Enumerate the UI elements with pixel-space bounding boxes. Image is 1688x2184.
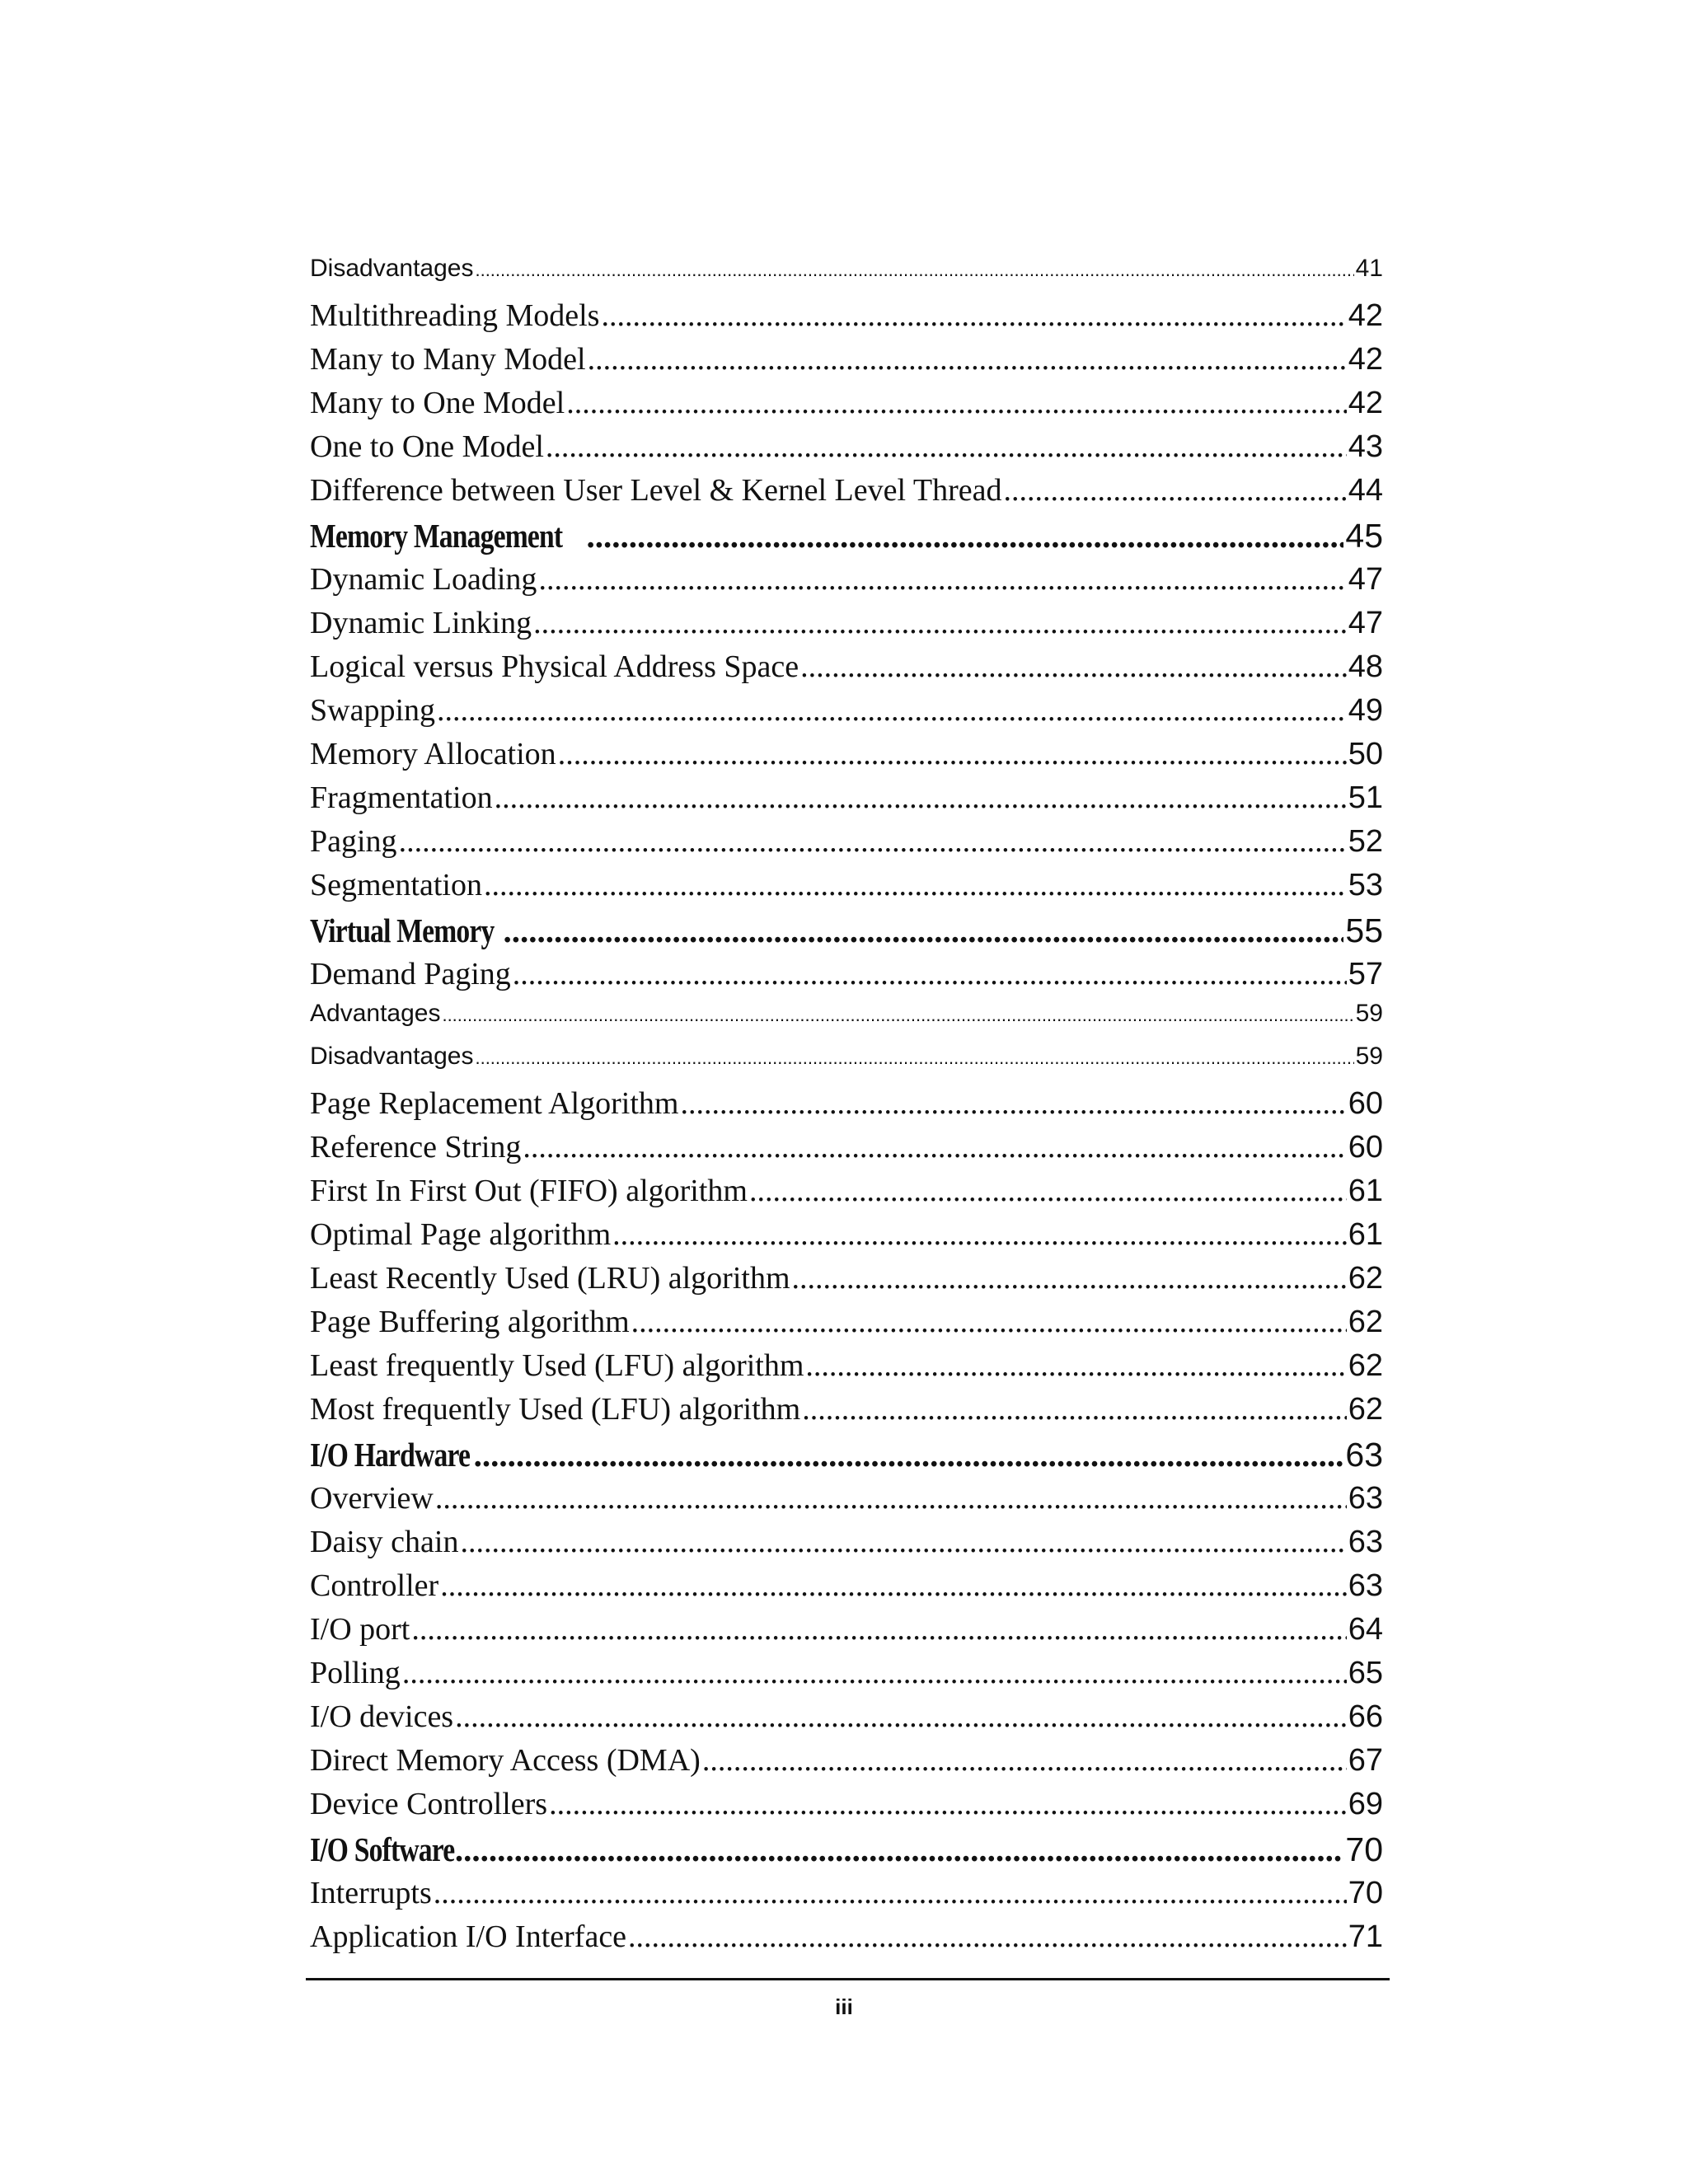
toc-entry[interactable] [310, 341, 1383, 385]
dot-leader [601, 298, 1346, 334]
page-number: iii [835, 1994, 853, 2019]
toc-entry-title: Optimal Page algorithm [310, 1217, 612, 1252]
toc-entry[interactable] [310, 1480, 1383, 1524]
toc-entry-title: Overview [310, 1481, 434, 1516]
toc-entry-page-number: 65 [1348, 1656, 1383, 1690]
table-of-contents [310, 255, 1383, 1962]
toc-entry[interactable] [310, 429, 1383, 472]
toc-entry-page-number: 61 [1348, 1174, 1383, 1208]
toc-entry-page-number: 49 [1348, 693, 1383, 728]
dot-leader [549, 1786, 1347, 1822]
dot-leader [437, 692, 1347, 729]
toc-entry-title: Least Recently Used (LRU) algorithm [310, 1261, 790, 1296]
toc-entry-title: Direct Memory Access (DMA) [310, 1743, 701, 1778]
dot-leader [628, 1919, 1347, 1955]
toc-entry-page-number: 48 [1348, 649, 1383, 684]
toc-entry-page-number: 57 [1348, 957, 1383, 991]
dot-leader [523, 1129, 1346, 1165]
toc-entry[interactable] [310, 1173, 1383, 1216]
toc-entry-title: Segmentation [310, 868, 482, 902]
toc-entry-title: Dynamic Loading [310, 562, 537, 597]
toc-entry[interactable] [310, 956, 1383, 1000]
toc-entry-title: Interrupts [310, 1876, 432, 1910]
toc-entry-page-number: 59 [1355, 1043, 1383, 1070]
dot-leader [442, 1005, 1353, 1026]
toc-entry[interactable] [310, 1260, 1383, 1304]
toc-entry[interactable] [310, 649, 1383, 692]
toc-entry[interactable] [310, 1347, 1383, 1391]
toc-entry-title: Disadvantages [310, 255, 474, 282]
toc-entry-page-number: 60 [1348, 1086, 1383, 1121]
dot-leader [566, 385, 1346, 421]
toc-entry-title: Device Controllers [310, 1787, 548, 1821]
dot-leader [411, 1611, 1346, 1647]
toc-entry[interactable] [310, 823, 1383, 867]
footer-divider [306, 1978, 1390, 1980]
dot-leader [435, 1480, 1347, 1516]
toc-entry-page-number: 70 [1348, 1876, 1383, 1910]
toc-entry[interactable] [310, 1875, 1383, 1919]
toc-entry-title: I/O devices [310, 1699, 454, 1734]
toc-entry-title: Memory Management [310, 517, 563, 555]
dot-leader [513, 956, 1347, 992]
toc-entry-page-number: 64 [1348, 1612, 1383, 1647]
toc-entry-title: Page Replacement Algorithm [310, 1086, 679, 1121]
toc-entry-title: I/O port [310, 1612, 410, 1647]
toc-entry-title: Swapping [310, 693, 435, 728]
toc-entry-title: Memory Allocation [310, 737, 556, 771]
toc-entry-title: Least frequently Used (LFU) algorithm [310, 1348, 804, 1383]
toc-entry-page-number: 69 [1348, 1787, 1383, 1821]
dot-leader [612, 1216, 1347, 1253]
toc-entry[interactable] [310, 605, 1383, 649]
dot-leader [474, 1435, 1344, 1474]
toc-entry[interactable] [310, 736, 1383, 780]
toc-entry[interactable] [310, 561, 1383, 605]
dot-leader [802, 1391, 1346, 1427]
toc-entry-page-number: 63 [1348, 1481, 1383, 1516]
dot-leader [587, 516, 1344, 555]
dot-leader [805, 1347, 1346, 1384]
toc-entry-title: I/O Hardware [310, 1436, 471, 1474]
toc-entry-page-number: 45 [1345, 517, 1383, 555]
toc-entry-page-number: 66 [1348, 1699, 1383, 1734]
dot-leader [484, 867, 1347, 903]
toc-entry[interactable] [310, 1786, 1383, 1830]
toc-entry-page-number: 42 [1348, 298, 1383, 333]
dot-leader [434, 1875, 1347, 1911]
toc-entry-page-number: 42 [1348, 386, 1383, 420]
toc-entry[interactable] [310, 780, 1383, 823]
toc-entry-page-number: 71 [1348, 1919, 1383, 1954]
toc-entry[interactable] [310, 1655, 1383, 1699]
toc-entry[interactable] [310, 516, 1383, 561]
dot-leader [495, 780, 1347, 816]
dot-leader [588, 341, 1347, 377]
toc-entry[interactable] [310, 1830, 1383, 1875]
toc-entry[interactable] [310, 1391, 1383, 1435]
toc-entry-page-number: 53 [1348, 868, 1383, 902]
toc-entry[interactable] [310, 1699, 1383, 1742]
toc-entry-page-number: 62 [1348, 1392, 1383, 1427]
toc-entry[interactable] [310, 1919, 1383, 1962]
toc-entry-page-number: 67 [1348, 1743, 1383, 1778]
dot-leader [504, 911, 1344, 950]
dot-leader [475, 1047, 1353, 1069]
dot-leader [680, 1085, 1346, 1122]
toc-entry[interactable] [310, 385, 1383, 429]
toc-entry-page-number: 47 [1348, 606, 1383, 640]
toc-entry-page-number: 60 [1348, 1130, 1383, 1165]
dot-leader [455, 1699, 1347, 1735]
toc-entry[interactable] [310, 1524, 1383, 1568]
dot-leader [455, 1830, 1344, 1869]
toc-entry-title: Daisy chain [310, 1525, 459, 1559]
toc-entry-title: Dynamic Linking [310, 606, 532, 640]
toc-entry-title: Controller [310, 1568, 439, 1603]
toc-entry-title: Demand Paging [310, 957, 511, 991]
toc-entry-title: Virtual Memory [310, 912, 495, 949]
toc-entry[interactable] [310, 1129, 1383, 1173]
toc-entry-page-number: 52 [1348, 824, 1383, 859]
dot-leader [475, 260, 1353, 281]
toc-entry-page-number: 42 [1348, 342, 1383, 377]
toc-entry-title: Application I/O Interface [310, 1919, 627, 1954]
toc-entry-page-number: 59 [1355, 1000, 1383, 1027]
toc-entry[interactable] [310, 1568, 1383, 1611]
dot-leader [631, 1304, 1347, 1340]
toc-entry[interactable] [310, 1742, 1383, 1786]
toc-entry-page-number: 44 [1348, 473, 1383, 508]
dot-leader [1003, 472, 1346, 509]
toc-entry[interactable] [310, 472, 1383, 516]
toc-entry-page-number: 50 [1348, 737, 1383, 771]
dot-leader [533, 605, 1347, 641]
dot-leader [546, 429, 1347, 465]
toc-entry-title: Polling [310, 1656, 401, 1690]
toc-entry-title: I/O Software [310, 1830, 455, 1868]
dot-leader [558, 736, 1347, 772]
toc-entry-title: Difference between User Level & Kernel Level Thread [310, 473, 1002, 508]
toc-entry-page-number: 47 [1348, 562, 1383, 597]
dot-leader [460, 1524, 1346, 1560]
toc-entry[interactable] [310, 1611, 1383, 1655]
toc-entry[interactable] [310, 911, 1383, 956]
toc-entry-page-number: 70 [1345, 1830, 1383, 1868]
dot-leader [749, 1173, 1347, 1209]
toc-entry-title: Most frequently Used (LFU) algorithm [310, 1392, 801, 1427]
toc-entry[interactable] [310, 867, 1383, 911]
toc-entry-page-number: 43 [1348, 429, 1383, 464]
toc-entry-page-number: 63 [1348, 1568, 1383, 1603]
toc-entry[interactable] [310, 1435, 1383, 1480]
toc-entry-page-number: 41 [1355, 255, 1383, 282]
toc-entry[interactable] [310, 255, 1383, 298]
toc-entry[interactable] [310, 1000, 1383, 1043]
toc-entry-title: Reference String [310, 1130, 522, 1165]
dot-leader [800, 649, 1347, 685]
toc-entry-title: First In First Out (FIFO) algorithm [310, 1174, 748, 1208]
toc-entry-title: Page Buffering algorithm [310, 1305, 630, 1339]
toc-entry-title: One to One Model [310, 429, 544, 464]
toc-entry-page-number: 62 [1348, 1305, 1383, 1339]
toc-entry-page-number: 63 [1348, 1525, 1383, 1559]
toc-entry-title: Logical versus Physical Address Space [310, 649, 799, 684]
toc-entry[interactable] [310, 1304, 1383, 1347]
toc-entry-title: Fragmentation [310, 780, 493, 815]
toc-entry-page-number: 55 [1345, 912, 1383, 949]
dot-leader [440, 1568, 1347, 1604]
toc-entry-page-number: 62 [1348, 1348, 1383, 1383]
toc-entry[interactable] [310, 1043, 1383, 1085]
toc-entry[interactable] [310, 692, 1383, 736]
toc-entry[interactable] [310, 1085, 1383, 1129]
toc-entry-title: Paging [310, 824, 397, 859]
toc-entry-page-number: 63 [1345, 1436, 1383, 1474]
dot-leader [702, 1742, 1347, 1779]
toc-entry-title: Many to Many Model [310, 342, 586, 377]
dot-leader [402, 1655, 1347, 1691]
toc-entry-title: Many to One Model [310, 386, 565, 420]
toc-entry-page-number: 62 [1348, 1261, 1383, 1296]
toc-entry[interactable] [310, 298, 1383, 341]
dot-leader [538, 561, 1346, 598]
dot-leader [399, 823, 1347, 860]
toc-entry[interactable] [310, 1216, 1383, 1260]
toc-entry-title: Multithreading Models [310, 298, 600, 333]
toc-entry-page-number: 51 [1348, 780, 1383, 815]
toc-entry-title: Advantages [310, 1000, 441, 1027]
toc-entry-title: Disadvantages [310, 1043, 474, 1070]
dot-leader [792, 1260, 1347, 1296]
toc-entry-page-number: 61 [1348, 1217, 1383, 1252]
